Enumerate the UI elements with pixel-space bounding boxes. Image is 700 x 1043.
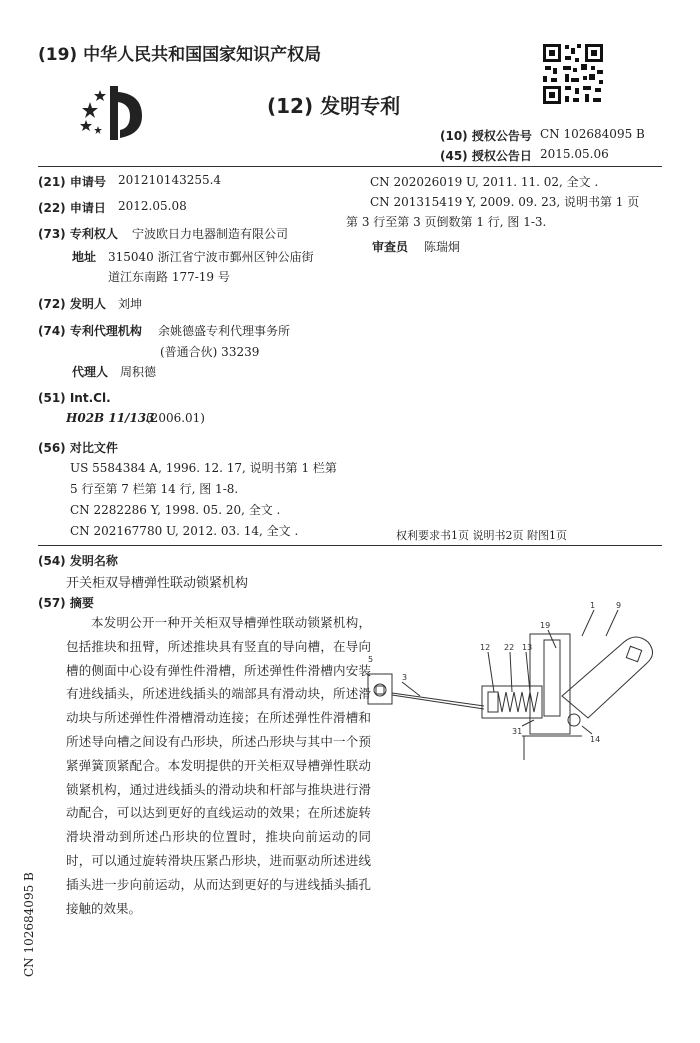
office-name: (19) 中华人民共和国国家知识产权局	[38, 45, 322, 65]
section-divider	[38, 545, 662, 546]
drawing-part	[368, 674, 392, 704]
agency-label: (74) 专利代理机构	[38, 324, 142, 338]
drawing-label: 31	[512, 727, 523, 736]
cnipa-logo-icon	[80, 82, 146, 144]
drawing-part	[392, 693, 484, 706]
ref-line: 第 3 行至第 3 页倒数第 1 行, 图 1-3.	[346, 215, 547, 229]
owner: 宁波欧日力电器制造有限公司	[132, 227, 289, 241]
agency-line1: 余姚德盛专利代理事务所	[158, 324, 291, 338]
drawing-label: 22	[504, 643, 515, 652]
app-no: 201210143255.4	[118, 173, 222, 187]
examiner: 陈瑞炯	[424, 240, 461, 254]
owner-label: (73) 专利权人	[38, 227, 118, 241]
drawing-label: 9	[616, 601, 622, 610]
ref-line: 5 行至第 7 栏第 14 行, 图 1-8.	[70, 482, 239, 496]
ipc-year: (2006.01)	[146, 411, 205, 425]
invention-title: 开关柜双导槽弹性联动锁紧机构	[66, 576, 249, 591]
address-line1: 315040 浙江省宁波市鄞州区钟公庙街	[108, 250, 314, 264]
agent: 周积德	[120, 365, 157, 379]
qr-code-icon	[541, 42, 605, 106]
leader-line	[402, 682, 420, 696]
mechanism-drawing	[362, 596, 662, 766]
abstract-text: 本发明公开一种开关柜双导槽弹性联动锁紧机构，包括推块和扭臂，所述推块具有竖直的导向槽，在导向槽的侧面中心设有弹性件滑槽，所述弹性件滑槽内安装有进线插头，所述进线插头的端部具有滑动块，所述滑动块与所述弹性件滑槽滑动连接；在所述弹性件滑槽和所述导向槽之间设有凸形块，所述凸形块与其中一个预紧弹簧顶紧配合。本发明提供的开关柜双导槽弹性联动锁紧机构，通过进线插头的滑动块和杆部与推块进行滑动配合，可以达到更好的直线运动的效果；在所述旋转滑块滑动到所述凸形块的位置时，推块向前运动的同时，可以通过旋转滑块压紧凸形块，进而驱动所述进线插头进一步向前运动，从而达到更好的与进线插头插孔接触的效果。	[66, 615, 371, 916]
abstract-label: (57) 摘要	[38, 596, 94, 610]
ref-line: CN 202167780 U, 2012. 03. 14, 全文 .	[70, 524, 299, 538]
header-divider	[38, 166, 662, 167]
refs-label: (56) 对比文件	[38, 441, 118, 455]
pub-date-label: (45) 授权公告日	[440, 149, 532, 163]
drawing-part	[488, 692, 498, 712]
drawing-part	[392, 695, 484, 709]
app-no-label: (21) 申请号	[38, 175, 106, 189]
drawing-spring	[498, 692, 538, 712]
ref-line: CN 202026019 U, 2011. 11. 02, 全文 .	[370, 175, 599, 189]
ipc-code: H02B 11/133	[66, 411, 155, 425]
agency-line2: (普通合伙) 33239	[160, 345, 260, 359]
ref-line: CN 201315419 Y, 2009. 09. 23, 说明书第 1 页	[370, 195, 640, 209]
drawing-label: 1	[590, 601, 596, 610]
drawing-label: 12	[480, 643, 491, 652]
drawing-label: 14	[590, 735, 601, 744]
ref-line: CN 2282286 Y, 1998. 05. 20, 全文 .	[70, 503, 281, 517]
address-line2: 道江东南路 177-19 号	[108, 270, 230, 284]
pub-no: CN 102684095 B	[540, 127, 645, 141]
drawing-part	[530, 634, 570, 734]
pub-date: 2015.05.06	[540, 147, 609, 161]
leader-line	[606, 610, 618, 636]
pub-no-label: (10) 授权公告号	[440, 129, 532, 143]
drawing-label: 3	[402, 673, 408, 682]
ipc-label: (51) Int.Cl.	[38, 391, 111, 405]
leader-line	[582, 610, 594, 636]
drawing-label: 5	[368, 655, 374, 664]
inventor-label: (72) 发明人	[38, 297, 106, 311]
drawing-part	[376, 686, 384, 694]
ref-line: US 5584384 A, 1996. 12. 17, 说明书第 1 栏第	[70, 461, 337, 475]
app-date: 2012.05.08	[118, 199, 187, 213]
title-label: (54) 发明名称	[38, 554, 118, 568]
address-label: 地址	[72, 250, 97, 264]
page-counts: 权利要求书1页 说明书2页 附图1页	[396, 529, 567, 542]
examiner-label: 审查员	[372, 240, 409, 254]
leader-line	[522, 720, 534, 726]
drawing-label: 13	[522, 643, 533, 652]
app-date-label: (22) 申请日	[38, 201, 106, 215]
document-type: (12) 发明专利	[267, 94, 401, 118]
drawing-label: 19	[540, 621, 551, 630]
leader-line	[582, 726, 592, 734]
drawing-part	[626, 646, 641, 661]
inventor: 刘坤	[118, 297, 143, 311]
side-patent-code: CN 102684095 B	[22, 872, 36, 977]
drawing-part	[544, 640, 560, 716]
leader-line	[548, 630, 556, 648]
agent-label: 代理人	[72, 365, 109, 379]
